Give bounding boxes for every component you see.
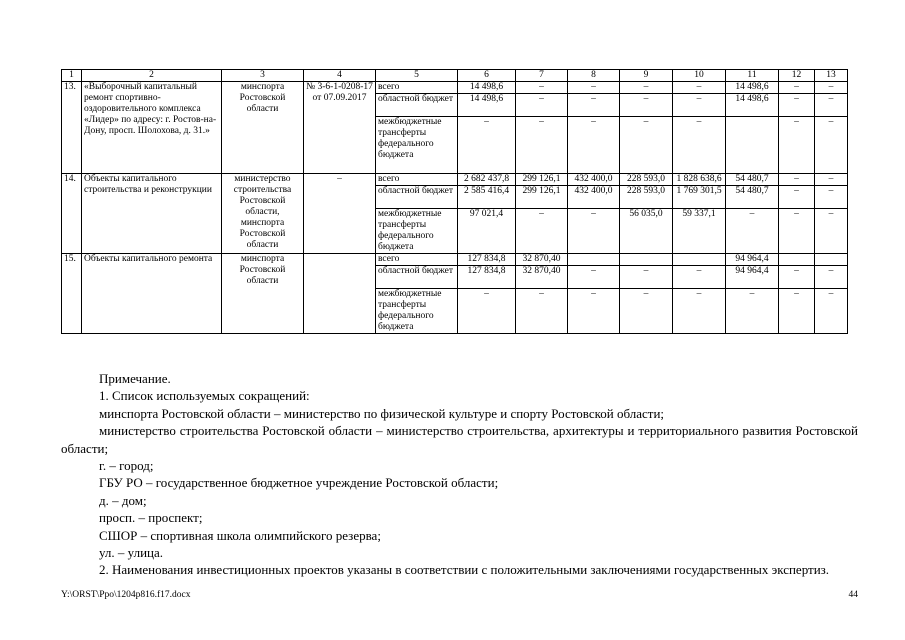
value-cell: – (673, 266, 726, 289)
value-cell: 127 834,8 (458, 254, 516, 266)
table-row (62, 82, 848, 94)
value-cell: 14 498,6 (726, 82, 779, 94)
value-cell: – (568, 209, 620, 254)
value-cell: 14 498,6 (726, 94, 779, 117)
value-cell: – (673, 289, 726, 334)
header-cell: 12 (779, 70, 815, 82)
value-cell: – (516, 289, 568, 334)
funding-source: областной бюджет (376, 94, 458, 117)
value-cell: 56 035,0 (620, 209, 673, 254)
value-cell: – (815, 266, 848, 289)
value-cell: – (673, 82, 726, 94)
value-cell: 94 964,4 (726, 266, 779, 289)
expertise-doc: – (304, 174, 376, 254)
value-cell: 32 870,40 (516, 254, 568, 266)
value-cell: – (779, 266, 815, 289)
value-cell: – (620, 82, 673, 94)
notes-line: ул. – улица. (99, 545, 164, 561)
value-cell: 94 964,4 (726, 254, 779, 266)
funding-source: всего (376, 254, 458, 266)
header-cell: 8 (568, 70, 620, 82)
header-cell: 9 (620, 70, 673, 82)
value-cell (779, 254, 815, 266)
notes-line: д. – дом; (99, 492, 147, 508)
value-cell: 228 593,0 (620, 174, 673, 186)
value-cell: 299 126,1 (516, 174, 568, 186)
funding-source: межбюджетные трансферты федерального бюджета (376, 289, 458, 334)
value-cell: – (568, 266, 620, 289)
row-number: 13. (62, 82, 82, 174)
header-cell: 7 (516, 70, 568, 82)
notes-line: министерство строительства Ростовской области – министерство строительства, архитектуры и территориального развития Ростовской области; (61, 423, 858, 456)
header-cell: 1 (62, 70, 82, 82)
notes-line: ГБУ РО – государственное бюджетное учреждение Ростовской области; (99, 475, 499, 491)
value-cell: – (458, 117, 516, 174)
value-cell: – (568, 289, 620, 334)
project-name: «Выборочный капитальный ремонт спортивно-оздоровительного комплекса «Лидер» по адресу: г. Ростов-на-Дону, просп. Шолохова, д. 31.» (82, 82, 222, 174)
value-cell: – (458, 289, 516, 334)
project-name: Объекты капитального ремонта (82, 254, 222, 334)
row-number: 15. (62, 254, 82, 334)
value-cell: – (815, 94, 848, 117)
funding-source: межбюджетные трансферты федерального бюджета (376, 209, 458, 254)
value-cell: – (779, 117, 815, 174)
executor: минспорта Ростовской области (222, 82, 304, 174)
value-cell: 228 593,0 (620, 186, 673, 209)
value-cell: – (779, 209, 815, 254)
value-cell: 54 480,7 (726, 186, 779, 209)
header-cell: 11 (726, 70, 779, 82)
notes-line: просп. – проспект; (99, 510, 203, 526)
header-cell: 3 (222, 70, 304, 82)
value-cell (568, 254, 620, 266)
value-cell: – (726, 209, 779, 254)
executor: минспорта Ростовской области (222, 254, 304, 334)
budget-table (61, 69, 848, 334)
value-cell: 2 585 416,4 (458, 186, 516, 209)
executor: министерство строительства Ростовской области, минспорта Ростовской области (222, 174, 304, 254)
value-cell: 2 682 437,8 (458, 174, 516, 186)
notes-title: Примечание. (99, 371, 171, 386)
expertise-doc (304, 254, 376, 334)
expertise-doc: № 3-6-1-0208-17 от 07.09.2017 (304, 82, 376, 174)
header-cell: 6 (458, 70, 516, 82)
header-cell: 13 (815, 70, 848, 82)
value-cell: – (620, 94, 673, 117)
value-cell (726, 117, 779, 174)
funding-source: всего (376, 174, 458, 186)
value-cell: – (815, 117, 848, 174)
value-cell (673, 254, 726, 266)
value-cell: 97 021,4 (458, 209, 516, 254)
value-cell (620, 254, 673, 266)
notes-line: 1. Список используемых сокращений: (99, 388, 310, 404)
notes-line: минспорта Ростовской области – министерство по физической культуре и спорту Ростовской области; (99, 405, 665, 421)
file-path: Y:\ORST\Ppo\1204p816.f17.docx (61, 590, 191, 600)
value-cell: – (815, 289, 848, 334)
value-cell: – (673, 94, 726, 117)
value-cell: 59 337,1 (673, 209, 726, 254)
value-cell: 54 480,7 (726, 174, 779, 186)
notes-line: 2. Наименования инвестиционных проектов указаны в соответствии с положительными заключениями государственных экспертиз. (99, 562, 830, 578)
value-cell: 32 870,40 (516, 266, 568, 289)
value-cell: – (779, 174, 815, 186)
row-number: 14. (62, 174, 82, 254)
header-cell: 10 (673, 70, 726, 82)
header-row (62, 70, 848, 82)
value-cell: 1 828 638,6 (673, 174, 726, 186)
funding-source: областной бюджет (376, 266, 458, 289)
page-number: 44 (848, 590, 858, 600)
table-row (62, 174, 848, 186)
table-row (62, 254, 848, 266)
value-cell: – (568, 117, 620, 174)
value-cell: – (516, 94, 568, 117)
value-cell: 432 400,0 (568, 186, 620, 209)
value-cell: – (568, 94, 620, 117)
notes-section (61, 370, 858, 579)
notes-line: СШОР – спортивная школа олимпийского резерва; (99, 527, 381, 543)
value-cell: 299 126,1 (516, 186, 568, 209)
value-cell: – (779, 289, 815, 334)
value-cell: – (620, 266, 673, 289)
value-cell: – (779, 82, 815, 94)
value-cell: – (673, 117, 726, 174)
project-name: Объекты капитального строительства и реконструкции (82, 174, 222, 254)
funding-source: межбюджетные трансферты федерального бюджета (376, 117, 458, 174)
value-cell: – (516, 82, 568, 94)
value-cell: – (620, 117, 673, 174)
value-cell: – (779, 186, 815, 209)
value-cell: – (726, 289, 779, 334)
value-cell: – (516, 209, 568, 254)
header-cell: 2 (82, 70, 222, 82)
header-cell: 4 (304, 70, 376, 82)
value-cell: 432 400,0 (568, 174, 620, 186)
value-cell: 14 498,6 (458, 82, 516, 94)
value-cell: – (620, 289, 673, 334)
value-cell: – (815, 174, 848, 186)
value-cell: 1 769 301,5 (673, 186, 726, 209)
value-cell: – (815, 209, 848, 254)
funding-source: всего (376, 82, 458, 94)
value-cell: – (779, 94, 815, 117)
header-cell: 5 (376, 70, 458, 82)
notes-line: г. – город; (99, 458, 154, 474)
value-cell (815, 254, 848, 266)
value-cell: – (815, 186, 848, 209)
value-cell: 127 834,8 (458, 266, 516, 289)
value-cell: – (568, 82, 620, 94)
value-cell: – (815, 82, 848, 94)
funding-source: областной бюджет (376, 186, 458, 209)
value-cell: – (516, 117, 568, 174)
value-cell: 14 498,6 (458, 94, 516, 117)
